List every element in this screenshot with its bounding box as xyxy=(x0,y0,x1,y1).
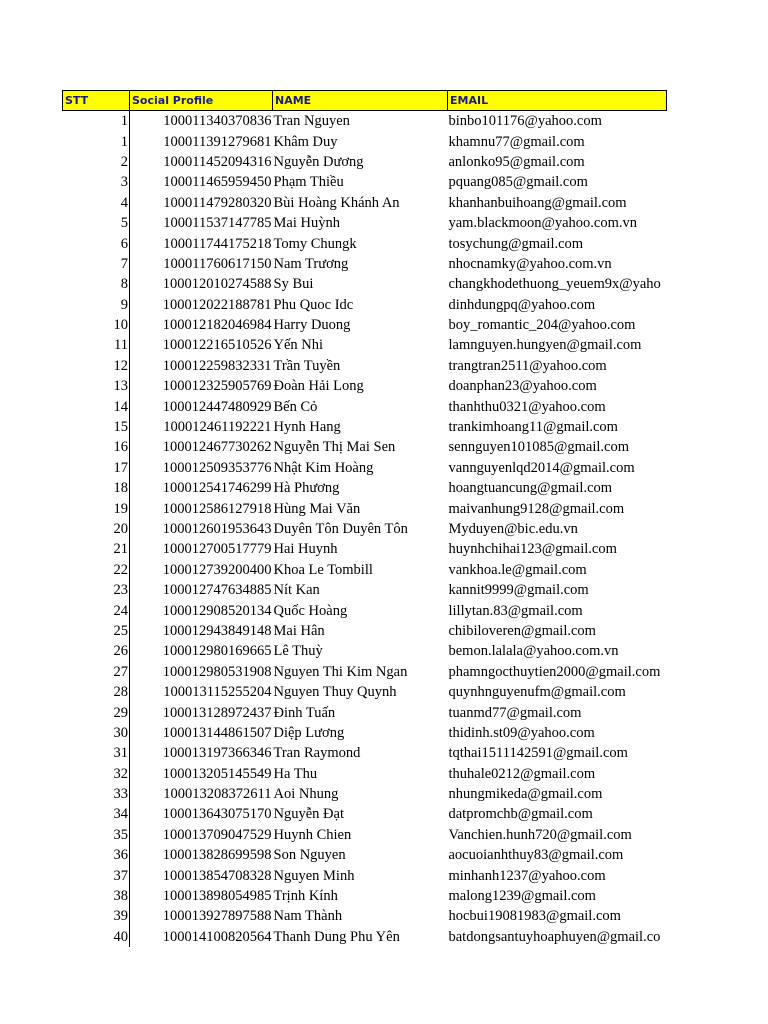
table-row xyxy=(63,458,667,478)
cell-name[interactable]: Sy Bui xyxy=(273,276,314,293)
cell-email[interactable]: lillytan.83@gmail.com xyxy=(448,602,583,619)
cell-email[interactable]: nhocnamky@yahoo.com.vn xyxy=(448,255,612,272)
cell-stt[interactable]: 31 xyxy=(63,743,130,763)
table-row xyxy=(63,254,667,274)
cell-social-profile[interactable]: 100013854708328 xyxy=(162,867,272,884)
cell-stt[interactable]: 15 xyxy=(63,417,130,437)
cell-stt[interactable]: 4 xyxy=(63,193,130,213)
cell-email[interactable]: aocuoianhthuy83@gmail.com xyxy=(448,847,624,864)
cell-email[interactable]: datpromchb@gmail.com xyxy=(448,806,593,823)
cell-name[interactable]: Tran Raymond xyxy=(273,745,361,762)
cell-name[interactable]: Nít Kan xyxy=(273,582,320,599)
cell-stt[interactable]: 36 xyxy=(63,845,130,865)
cell-name[interactable]: Trần Tuyền xyxy=(273,357,341,374)
cell-stt[interactable]: 20 xyxy=(63,519,130,539)
cell-stt[interactable]: 13 xyxy=(63,376,130,396)
cell-name[interactable]: Trịnh Kính xyxy=(273,888,338,905)
cell-social-profile[interactable]: 100012447480929 xyxy=(162,398,272,415)
cell-stt[interactable]: 32 xyxy=(63,764,130,784)
cell-email[interactable]: thanhthu0321@yahoo.com xyxy=(448,398,606,415)
cell-name[interactable]: Son Nguyen xyxy=(273,847,346,864)
table-row xyxy=(63,335,667,355)
cell-social-profile[interactable]: 100012601953643 xyxy=(162,521,272,537)
cell-email[interactable]: khamnu77@gmail.com xyxy=(448,133,585,150)
cell-name[interactable]: Nguyen Minh xyxy=(273,867,355,884)
cell-stt[interactable]: 23 xyxy=(63,580,130,600)
cell-social-profile[interactable]: 100012943849148 xyxy=(162,622,272,639)
cell-email[interactable]: pquang085@gmail.com xyxy=(448,174,588,191)
cell-name[interactable]: Nguyễn Dương xyxy=(273,153,364,170)
table-row xyxy=(63,662,667,682)
cell-name[interactable]: Bùi Hoàng Khánh An xyxy=(273,194,400,211)
cell-name[interactable]: Hà Phương xyxy=(273,480,340,497)
table-row xyxy=(63,560,667,580)
cell-stt[interactable]: 1 xyxy=(63,111,130,132)
cell-social-profile[interactable]: 100011465959450 xyxy=(163,174,272,191)
cell-email[interactable]: vannguyenlqd2014@gmail.com xyxy=(448,459,635,476)
cell-email[interactable]: tuanmd77@gmail.com xyxy=(448,704,582,721)
cell-name[interactable]: Mai Huỳnh xyxy=(273,215,340,232)
cell-social-profile[interactable]: 100012980531908 xyxy=(162,663,272,680)
cell-name[interactable]: Ha Thu xyxy=(273,765,318,782)
header-row xyxy=(63,91,667,111)
table-row xyxy=(63,764,667,784)
cell-stt[interactable]: 7 xyxy=(63,254,130,274)
table-row xyxy=(63,743,667,763)
cell-social-profile[interactable]: 100012980169665 xyxy=(162,643,272,660)
table-row xyxy=(63,396,667,416)
cell-name[interactable]: Mai Hân xyxy=(273,622,325,639)
cell-stt[interactable]: 33 xyxy=(63,784,130,804)
cell-email[interactable]: trankimhoang11@gmail.com xyxy=(448,419,618,436)
cell-name[interactable]: Hùng Mai Văn xyxy=(273,500,361,517)
cell-social-profile[interactable]: 100013643075170 xyxy=(162,806,272,823)
cell-email[interactable]: boy_romantic_204@yahoo.com xyxy=(448,317,636,334)
cell-stt[interactable]: 17 xyxy=(63,458,130,478)
cell-social-profile[interactable]: 100011452094316 xyxy=(163,153,272,170)
table-row xyxy=(63,172,667,192)
table-row xyxy=(63,193,667,213)
cell-social-profile[interactable]: 100012739200400 xyxy=(162,561,272,578)
table-row xyxy=(63,152,667,172)
cell-email[interactable]: Myduyen@bic.edu.vn xyxy=(448,521,578,537)
cell-stt[interactable]: 38 xyxy=(63,886,130,906)
table-row xyxy=(63,111,667,132)
cell-name[interactable]: Lê Thuỳ xyxy=(273,643,323,660)
table-row xyxy=(63,498,667,518)
cell-name[interactable]: Khâm Duy xyxy=(273,133,338,150)
cell-social-profile[interactable]: 100013709047529 xyxy=(162,826,272,843)
cell-name[interactable]: Đoàn Hải Long xyxy=(273,378,364,395)
cell-stt[interactable]: 18 xyxy=(63,478,130,498)
table-row xyxy=(63,580,667,600)
table-row xyxy=(63,600,667,620)
cell-email[interactable]: chibiloveren@gmail.com xyxy=(448,622,596,639)
cell-social-profile[interactable]: 100013205145549 xyxy=(162,765,272,782)
cell-stt[interactable]: 8 xyxy=(63,274,130,294)
cell-stt[interactable]: 34 xyxy=(63,804,130,824)
cell-stt[interactable]: 35 xyxy=(63,825,130,845)
cell-name[interactable]: Phu Quoc Idc xyxy=(273,296,354,313)
cell-social-profile[interactable]: 100011760617150 xyxy=(163,255,272,272)
cell-name[interactable]: Duyên Tôn Duyên Tôn xyxy=(273,521,408,537)
cell-email[interactable]: batdongsantuyhoaphuyen@gmail.co xyxy=(448,928,661,945)
cell-name[interactable]: Aoi Nhung xyxy=(273,786,339,803)
table-row xyxy=(63,437,667,457)
cell-social-profile[interactable]: 100012259832331 xyxy=(162,357,272,374)
cell-name[interactable]: Đinh Tuấn xyxy=(273,704,336,721)
cell-email[interactable]: minhanh1237@yahoo.com xyxy=(448,867,606,884)
table-row xyxy=(63,274,667,294)
cell-stt[interactable]: 16 xyxy=(63,437,130,457)
cell-social-profile[interactable]: 100014100820564 xyxy=(162,928,272,945)
cell-stt[interactable]: 28 xyxy=(63,682,130,702)
cell-email[interactable]: thidinh.st09@yahoo.com xyxy=(448,724,595,741)
cell-email[interactable]: tqthai1511142591@gmail.com xyxy=(448,745,628,762)
cell-stt[interactable]: 39 xyxy=(63,906,130,926)
cell-social-profile[interactable]: 100012541746299 xyxy=(162,480,272,497)
cell-stt[interactable]: 40 xyxy=(63,927,130,947)
cell-stt[interactable]: 25 xyxy=(63,621,130,641)
header-email[interactable]: EMAIL xyxy=(448,91,667,111)
cell-name[interactable]: Hynh Hang xyxy=(273,419,341,436)
cell-email[interactable]: nhungmikeda@gmail.com xyxy=(448,786,603,803)
cell-email[interactable]: yam.blackmoon@yahoo.com.vn xyxy=(448,215,638,232)
cell-social-profile[interactable]: 100013927897588 xyxy=(162,908,272,925)
cell-email[interactable]: bemon.lalala@yahoo.com.vn xyxy=(448,643,619,660)
cell-stt[interactable]: 27 xyxy=(63,662,130,682)
table-row xyxy=(63,825,667,845)
cell-name[interactable]: Diệp Lương xyxy=(273,724,345,741)
cell-stt[interactable]: 6 xyxy=(63,233,130,253)
table-row xyxy=(63,131,667,151)
cell-email[interactable]: doanphan23@yahoo.com xyxy=(448,378,597,395)
table-row xyxy=(63,886,667,906)
table-row xyxy=(63,417,667,437)
cell-name[interactable]: Nam Thành xyxy=(273,908,343,925)
header-stt[interactable]: STT xyxy=(63,91,130,111)
header-name[interactable]: NAME xyxy=(273,91,448,111)
cell-email[interactable]: tosychung@gmail.com xyxy=(448,235,584,252)
table-row xyxy=(63,478,667,498)
cell-social-profile[interactable]: 100011391279681 xyxy=(163,133,272,150)
table-row xyxy=(63,376,667,396)
cell-social-profile[interactable]: 100012908520134 xyxy=(162,602,272,619)
cell-social-profile[interactable]: 100012700517779 xyxy=(162,541,272,558)
cell-stt[interactable]: 1 xyxy=(63,131,130,151)
cell-name[interactable]: Quốc Hoàng xyxy=(273,602,348,619)
cell-social-profile[interactable]: 100012461192221 xyxy=(163,419,272,436)
cell-email[interactable]: khanhanbuihoang@gmail.com xyxy=(448,194,627,211)
table-row xyxy=(63,315,667,335)
cell-stt[interactable]: 22 xyxy=(63,560,130,580)
cell-email[interactable]: kannit9999@gmail.com xyxy=(448,582,589,599)
cell-social-profile[interactable]: 100013208372611 xyxy=(163,786,272,803)
cell-email[interactable]: hoangtuancung@gmail.com xyxy=(448,480,613,497)
cell-social-profile[interactable]: 100013828699598 xyxy=(162,847,272,864)
cell-social-profile[interactable]: 100012509353776 xyxy=(162,459,272,476)
cell-stt[interactable]: 37 xyxy=(63,865,130,885)
cell-stt[interactable]: 19 xyxy=(63,498,130,518)
cell-email[interactable]: lamnguyen.hungyen@gmail.com xyxy=(448,337,642,354)
cell-name[interactable]: Tomy Chungk xyxy=(273,235,357,252)
cell-name[interactable]: Nam Trương xyxy=(273,255,349,272)
cell-stt[interactable]: 5 xyxy=(63,213,130,233)
cell-email[interactable]: malong1239@gmail.com xyxy=(448,888,596,905)
cell-stt[interactable]: 11 xyxy=(63,335,130,355)
table-row xyxy=(63,295,667,315)
table-row xyxy=(63,804,667,824)
cell-social-profile[interactable]: 100013128972437 xyxy=(162,704,272,721)
cell-email[interactable]: phamngocthuytien2000@gmail.com xyxy=(448,663,661,680)
cell-email[interactable]: vankhoa.le@gmail.com xyxy=(448,561,587,578)
table-row xyxy=(63,641,667,661)
cell-stt[interactable]: 26 xyxy=(63,641,130,661)
cell-email[interactable]: hocbui19081983@gmail.com xyxy=(448,908,621,925)
cell-email[interactable]: trangtran2511@yahoo.com xyxy=(448,357,607,374)
cell-social-profile[interactable]: 100012216510526 xyxy=(162,337,272,354)
cell-email[interactable]: changkhodethuong_yeuem9x@yaho xyxy=(448,276,661,293)
table-row xyxy=(63,519,667,539)
cell-stt[interactable]: 12 xyxy=(63,356,130,376)
spreadsheet-table xyxy=(62,90,667,947)
cell-name[interactable]: Huynh Chien xyxy=(273,826,352,843)
cell-social-profile[interactable]: 100013144861507 xyxy=(162,724,272,741)
cell-email[interactable]: anlonko95@gmail.com xyxy=(448,153,585,170)
cell-social-profile[interactable]: 100012022188781 xyxy=(162,296,272,313)
cell-email[interactable]: quynhnguyenufm@gmail.com xyxy=(448,684,626,701)
cell-social-profile[interactable]: 100011744175218 xyxy=(163,235,272,252)
cell-stt[interactable]: 24 xyxy=(63,600,130,620)
cell-email[interactable]: thuhale0212@gmail.com xyxy=(448,765,596,782)
cell-stt[interactable]: 10 xyxy=(63,315,130,335)
cell-name[interactable]: Thanh Dung Phu Yên xyxy=(273,928,400,945)
table-body xyxy=(63,111,667,948)
table-row xyxy=(63,906,667,926)
cell-name[interactable]: Nguyen Thi Kim Ngan xyxy=(273,663,408,680)
table-row xyxy=(63,845,667,865)
cell-social-profile[interactable]: 100012010274588 xyxy=(162,276,272,293)
cell-social-profile[interactable]: 100013197366346 xyxy=(162,745,272,762)
cell-email[interactable]: sennguyen101085@gmail.com xyxy=(448,439,629,456)
cell-social-profile[interactable]: 100011537147785 xyxy=(163,215,272,232)
cell-social-profile[interactable]: 100012182046984 xyxy=(162,317,272,334)
cell-stt[interactable]: 30 xyxy=(63,723,130,743)
table-row xyxy=(63,682,667,702)
cell-email[interactable]: binbo101176@yahoo.com xyxy=(448,113,602,130)
table-row xyxy=(63,213,667,233)
cell-stt[interactable]: 14 xyxy=(63,396,130,416)
cell-email[interactable]: Vanchien.hunh720@gmail.com xyxy=(448,826,632,843)
cell-social-profile[interactable]: 100012747634885 xyxy=(162,582,272,599)
table-row xyxy=(63,539,667,559)
cell-stt[interactable]: 29 xyxy=(63,702,130,722)
cell-name[interactable]: Bến Cỏ xyxy=(273,398,318,415)
cell-social-profile[interactable]: 100012467730262 xyxy=(162,439,272,456)
cell-social-profile[interactable]: 100011340370836 xyxy=(163,113,272,130)
cell-name[interactable]: Nguyễn Thị Mai Sen xyxy=(273,439,396,456)
cell-stt[interactable]: 2 xyxy=(63,152,130,172)
table-row xyxy=(63,233,667,253)
cell-email[interactable]: dinhdungpq@yahoo.com xyxy=(448,296,596,313)
cell-name[interactable]: Nguyễn Đạt xyxy=(273,806,344,823)
cell-name[interactable]: Khoa Le Tombill xyxy=(273,561,373,578)
cell-name[interactable]: Phạm Thiều xyxy=(273,174,344,191)
table-row xyxy=(63,927,667,947)
cell-social-profile[interactable]: 100012586127918 xyxy=(162,500,272,517)
cell-stt[interactable]: 9 xyxy=(63,295,130,315)
cell-name[interactable]: Yến Nhi xyxy=(273,337,324,354)
cell-stt[interactable]: 21 xyxy=(63,539,130,559)
cell-name[interactable]: Tran Nguyen xyxy=(273,113,350,130)
table-row xyxy=(63,865,667,885)
cell-social-profile[interactable]: 100013115255204 xyxy=(163,684,272,701)
cell-name[interactable]: Nguyen Thuy Quynh xyxy=(273,684,397,701)
cell-social-profile[interactable]: 100012325905769 xyxy=(162,378,272,395)
table-row xyxy=(63,621,667,641)
cell-name[interactable]: Harry Duong xyxy=(273,317,351,334)
cell-social-profile[interactable]: 100011479280320 xyxy=(163,194,272,211)
header-social-profile[interactable]: Social Profile xyxy=(130,91,273,111)
cell-email[interactable]: maivanhung9128@gmail.com xyxy=(448,500,625,517)
cell-stt[interactable]: 3 xyxy=(63,172,130,192)
cell-name[interactable]: Nhật Kim Hoàng xyxy=(273,459,374,476)
cell-email[interactable]: huynhchihai123@gmail.com xyxy=(448,541,617,558)
table-row xyxy=(63,356,667,376)
table-row xyxy=(63,723,667,743)
table-row xyxy=(63,702,667,722)
table-row xyxy=(63,784,667,804)
cell-social-profile[interactable]: 100013898054985 xyxy=(162,888,272,905)
cell-name[interactable]: Hai Huynh xyxy=(273,541,338,558)
